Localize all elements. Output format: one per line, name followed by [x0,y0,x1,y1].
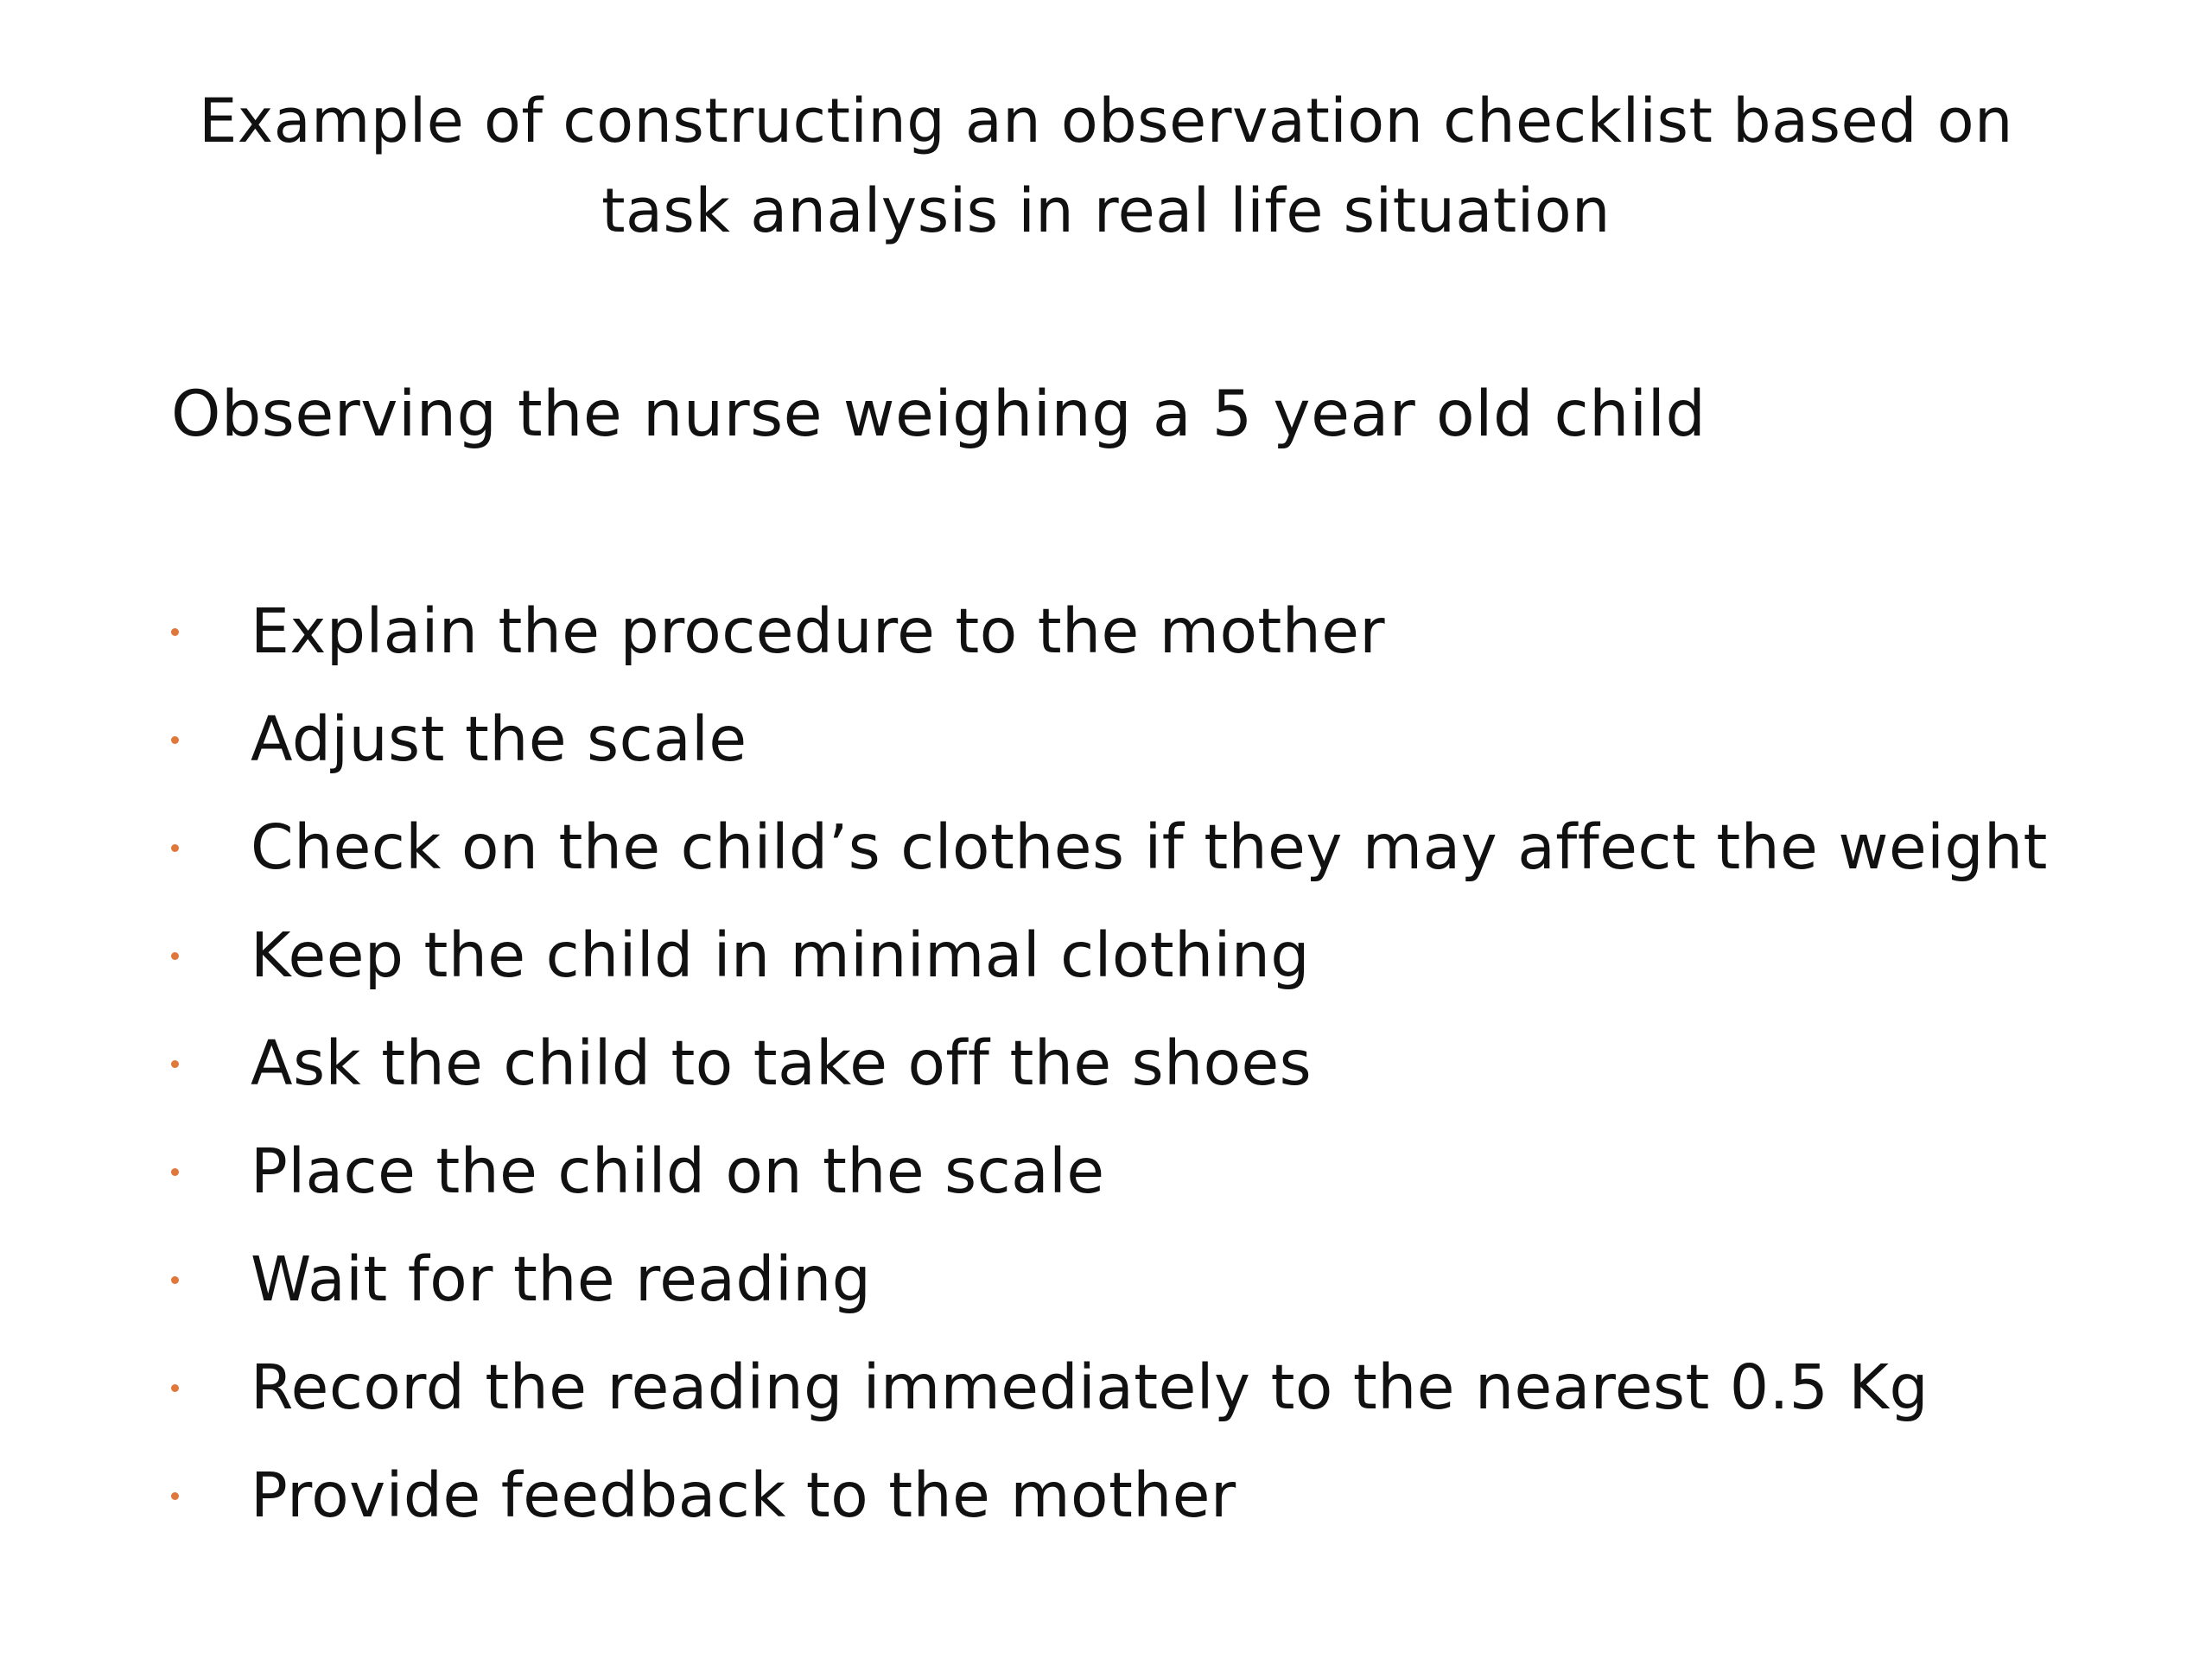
checklist-item-text: Ask the child to take off the shoes [251,1027,1313,1099]
checklist-item [171,1124,2048,1232]
bullet-icon [171,1276,179,1284]
checklist-item [171,584,2048,692]
checklist-item [171,908,2048,1016]
bullet-icon [171,736,179,744]
checklist-item-text: Adjust the scale [251,703,747,775]
checklist-item [171,1016,2048,1124]
slide-title: Example of constructing an observation checklist based on task analysis in real life situation [199,86,2013,246]
checklist-item [171,1232,2048,1340]
checklist-item-text: Place the child on the scale [251,1135,1105,1207]
checklist-item [171,692,2048,800]
checklist-item-text: Provide feedback to the mother [251,1459,1236,1531]
bullet-icon [171,1492,179,1500]
bullet-icon [171,1384,179,1392]
checklist-item-text: Check on the child’s clothes if they may affect the weight [251,811,2048,883]
checklist [171,584,2048,1556]
slide-subtitle: Observing the nurse weighing a 5 year old child [171,378,1707,451]
bullet-icon [171,844,179,852]
checklist-item [171,1448,2048,1556]
checklist-item-text: Wait for the reading [251,1243,872,1315]
bullet-icon [171,1060,179,1068]
bullet-icon [171,952,179,960]
bullet-icon [171,628,179,636]
checklist-item-text: Record the reading immediately to the nearest 0.5 Kg [251,1351,1929,1423]
bullet-icon [171,1168,179,1176]
checklist-item-text: Explain the procedure to the mother [251,595,1386,667]
checklist-item-text: Keep the child in minimal clothing [251,919,1310,991]
checklist-item [171,800,2048,908]
checklist-item [171,1340,2048,1448]
